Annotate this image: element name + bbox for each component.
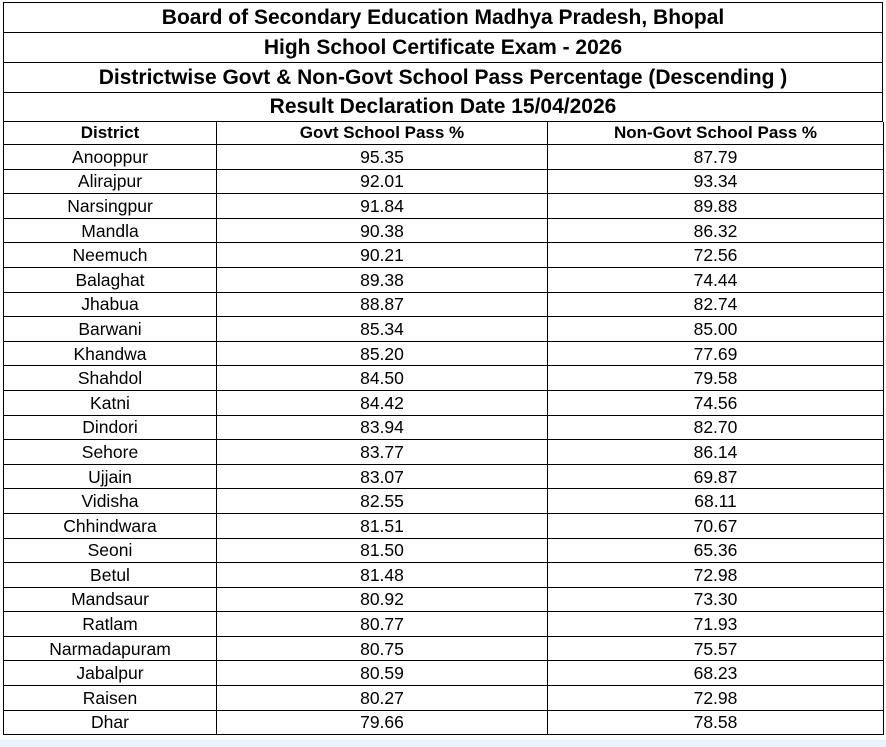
- results-sheet: [3, 2, 883, 735]
- table-body: [4, 145, 884, 735]
- govt-pass-cell: 84.50: [217, 366, 548, 391]
- nongovt-pass-cell: 77.69: [548, 341, 884, 366]
- nongovt-pass-cell: 87.79: [548, 145, 884, 170]
- district-cell: Ujjain: [4, 464, 217, 489]
- govt-pass-cell: 95.35: [217, 145, 548, 170]
- district-cell: Narmadapuram: [4, 636, 217, 661]
- table-row: [4, 317, 884, 342]
- district-cell: Mandla: [4, 218, 217, 243]
- table-row: [4, 686, 884, 711]
- nongovt-pass-cell: 78.58: [548, 710, 884, 735]
- table-row: [4, 292, 884, 317]
- govt-pass-cell: 80.75: [217, 636, 548, 661]
- govt-pass-cell: 85.20: [217, 341, 548, 366]
- nongovt-pass-cell: 74.44: [548, 267, 884, 292]
- nongovt-pass-cell: 79.58: [548, 366, 884, 391]
- table-row: [4, 661, 884, 686]
- district-cell: Sehore: [4, 440, 217, 465]
- nongovt-pass-cell: 68.23: [548, 661, 884, 686]
- table-row: [4, 538, 884, 563]
- board-title: Board of Secondary Education Madhya Pradesh, Bhopal: [3, 2, 883, 32]
- govt-pass-cell: 80.27: [217, 686, 548, 711]
- district-cell: Mandsaur: [4, 587, 217, 612]
- district-cell: Balaghat: [4, 267, 217, 292]
- nongovt-pass-cell: 86.32: [548, 218, 884, 243]
- report-title: Districtwise Govt & Non-Govt School Pass Percentage (Descending ): [3, 62, 883, 92]
- table-row: [4, 636, 884, 661]
- table-row: [4, 243, 884, 268]
- table-row: [4, 194, 884, 219]
- nongovt-pass-cell: 82.70: [548, 415, 884, 440]
- exam-title: High School Certificate Exam - 2026: [3, 32, 883, 62]
- govt-pass-cell: 83.94: [217, 415, 548, 440]
- nongovt-pass-cell: 93.34: [548, 169, 884, 194]
- table-row: [4, 513, 884, 538]
- govt-pass-cell: 81.51: [217, 513, 548, 538]
- govt-pass-cell: 79.66: [217, 710, 548, 735]
- nongovt-pass-cell: 74.56: [548, 390, 884, 415]
- district-cell: Anooppur: [4, 145, 217, 170]
- district-cell: Dhar: [4, 710, 217, 735]
- nongovt-pass-cell: 73.30: [548, 587, 884, 612]
- nongovt-pass-cell: 86.14: [548, 440, 884, 465]
- district-cell: Katni: [4, 390, 217, 415]
- table-row: [4, 710, 884, 735]
- govt-pass-cell: 83.77: [217, 440, 548, 465]
- table-header-row: [4, 122, 884, 145]
- table-row: [4, 390, 884, 415]
- district-cell: Jabalpur: [4, 661, 217, 686]
- district-cell: Dindori: [4, 415, 217, 440]
- govt-pass-cell: 83.07: [217, 464, 548, 489]
- district-cell: Ratlam: [4, 612, 217, 637]
- nongovt-pass-cell: 65.36: [548, 538, 884, 563]
- table-row: [4, 341, 884, 366]
- district-cell: Vidisha: [4, 489, 217, 514]
- district-cell: Seoni: [4, 538, 217, 563]
- nongovt-pass-cell: 71.93: [548, 612, 884, 637]
- govt-pass-cell: 88.87: [217, 292, 548, 317]
- district-cell: Barwani: [4, 317, 217, 342]
- column-header-district: District: [4, 122, 217, 145]
- district-cell: Chhindwara: [4, 513, 217, 538]
- govt-pass-cell: 81.50: [217, 538, 548, 563]
- table-row: [4, 612, 884, 637]
- table-row: [4, 145, 884, 170]
- column-header-nongovt-pass: Non-Govt School Pass %: [548, 122, 884, 145]
- table-row: [4, 489, 884, 514]
- govt-pass-cell: 81.48: [217, 563, 548, 588]
- govt-pass-cell: 85.34: [217, 317, 548, 342]
- result-date: Result Declaration Date 15/04/2026: [3, 92, 883, 122]
- district-cell: Alirajpur: [4, 169, 217, 194]
- nongovt-pass-cell: 72.56: [548, 243, 884, 268]
- nongovt-pass-cell: 85.00: [548, 317, 884, 342]
- table-row: [4, 464, 884, 489]
- govt-pass-cell: 91.84: [217, 194, 548, 219]
- table-row: [4, 267, 884, 292]
- district-cell: Jhabua: [4, 292, 217, 317]
- nongovt-pass-cell: 82.74: [548, 292, 884, 317]
- table-row: [4, 218, 884, 243]
- table-row: [4, 587, 884, 612]
- table-row: [4, 563, 884, 588]
- table-row: [4, 366, 884, 391]
- nongovt-pass-cell: 72.98: [548, 686, 884, 711]
- govt-pass-cell: 80.77: [217, 612, 548, 637]
- table-row: [4, 440, 884, 465]
- pass-percentage-table: [3, 122, 884, 735]
- govt-pass-cell: 90.38: [217, 218, 548, 243]
- nongovt-pass-cell: 89.88: [548, 194, 884, 219]
- column-header-govt-pass: Govt School Pass %: [217, 122, 548, 145]
- bottom-edge-strip: [0, 740, 886, 747]
- nongovt-pass-cell: 69.87: [548, 464, 884, 489]
- district-cell: Khandwa: [4, 341, 217, 366]
- district-cell: Raisen: [4, 686, 217, 711]
- district-cell: Neemuch: [4, 243, 217, 268]
- table-row: [4, 169, 884, 194]
- govt-pass-cell: 82.55: [217, 489, 548, 514]
- govt-pass-cell: 84.42: [217, 390, 548, 415]
- nongovt-pass-cell: 72.98: [548, 563, 884, 588]
- govt-pass-cell: 90.21: [217, 243, 548, 268]
- district-cell: Shahdol: [4, 366, 217, 391]
- govt-pass-cell: 89.38: [217, 267, 548, 292]
- nongovt-pass-cell: 70.67: [548, 513, 884, 538]
- nongovt-pass-cell: 75.57: [548, 636, 884, 661]
- govt-pass-cell: 92.01: [217, 169, 548, 194]
- nongovt-pass-cell: 68.11: [548, 489, 884, 514]
- district-cell: Betul: [4, 563, 217, 588]
- govt-pass-cell: 80.59: [217, 661, 548, 686]
- district-cell: Narsingpur: [4, 194, 217, 219]
- govt-pass-cell: 80.92: [217, 587, 548, 612]
- table-row: [4, 415, 884, 440]
